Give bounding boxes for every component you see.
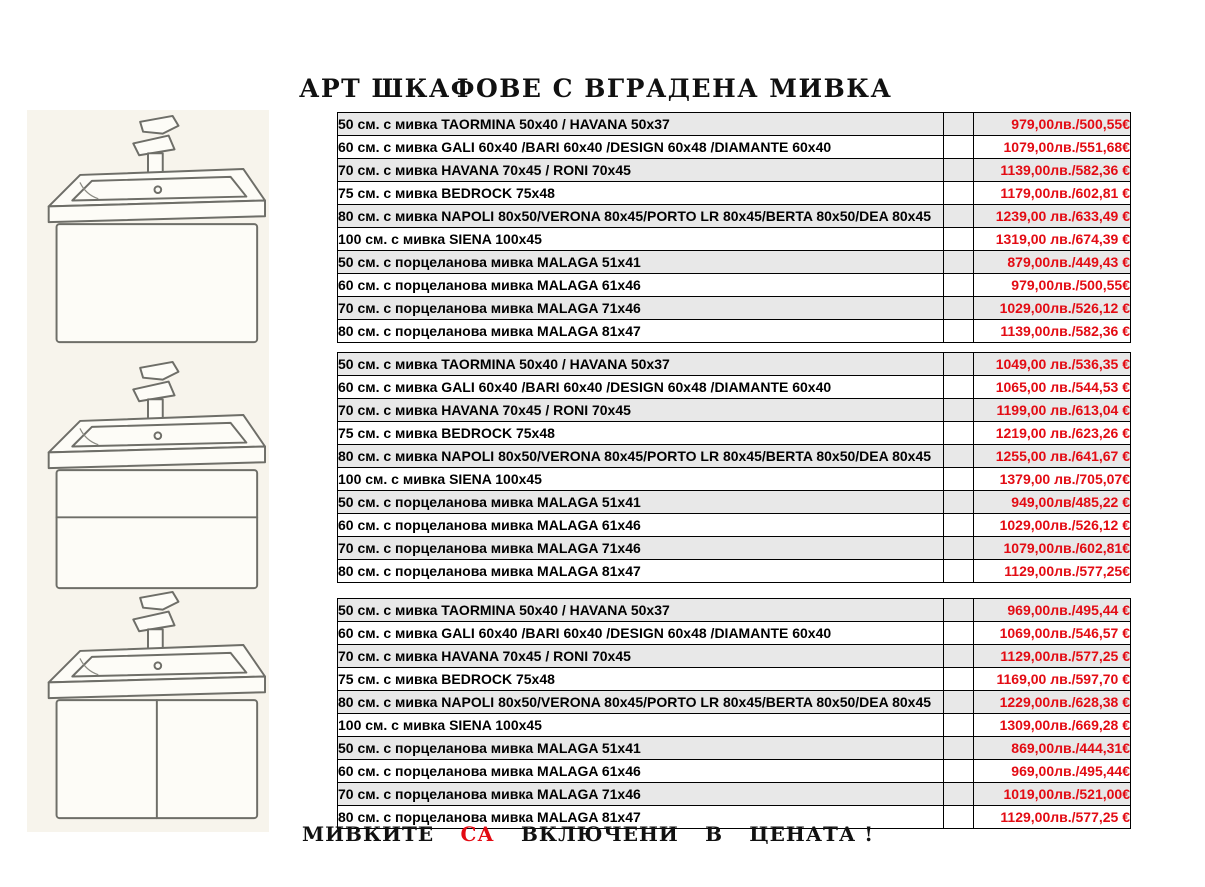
price-cell: 1319,00 лв./674,39 €	[974, 228, 1131, 251]
spacer-cell	[944, 136, 974, 159]
spacer-cell	[944, 376, 974, 399]
spacer-cell	[944, 274, 974, 297]
table-row	[338, 297, 1131, 320]
price-cell: 1139,00лв./582,36 €	[974, 159, 1131, 182]
table-row	[338, 622, 1131, 645]
spacer-cell	[944, 297, 974, 320]
table-row	[338, 760, 1131, 783]
price-cell: 1129,00лв./577,25 €	[974, 645, 1131, 668]
table-row	[338, 113, 1131, 136]
price-cell: 1065,00 лв./544,53 €	[974, 376, 1131, 399]
spacer-cell	[944, 714, 974, 737]
page-title: АРТ ШКАФОВЕ С ВГРАДЕНА МИВКА	[299, 74, 893, 103]
price-cell: 1169,00 лв./597,70 €	[974, 668, 1131, 691]
sink-cabinet-icon	[27, 358, 269, 594]
product-description-cell: 60 см. с мивка GALI 60x40 /BARI 60x40 /DESIGN 60x48 /DIAMANTE 60x40	[338, 376, 944, 399]
product-description-cell: 70 см. с мивка HAVANA 70x45 / RONI 70x45	[338, 159, 944, 182]
spacer-cell	[944, 228, 974, 251]
sink-cabinet-single-front-illustration	[27, 112, 269, 348]
product-description-cell: 80 см. с мивка NAPOLI 80x50/VERONA 80x45/PORTO LR 80x45/BERTA 80x50/DEA 80x45	[338, 205, 944, 228]
footer-word: ВКЛЮЧЕНИ	[520, 822, 679, 846]
product-description-cell: 70 см. с мивка HAVANA 70x45 / RONI 70x45	[338, 399, 944, 422]
spacer-cell	[944, 645, 974, 668]
table-row	[338, 182, 1131, 205]
spacer-cell	[944, 599, 974, 622]
product-description-cell: 70 см. с порцеланова мивка MALAGA 71x46	[338, 297, 944, 320]
table-row	[338, 445, 1131, 468]
spacer-cell	[944, 737, 974, 760]
price-cell: 969,00лв./495,44 €	[974, 599, 1131, 622]
product-description-cell: 80 см. с порцеланова мивка MALAGA 81x47	[338, 560, 944, 583]
spacer-cell	[944, 159, 974, 182]
product-description-cell: 60 см. с порцеланова мивка MALAGA 61x46	[338, 760, 944, 783]
product-description-cell: 60 см. с мивка GALI 60x40 /BARI 60x40 /DESIGN 60x48 /DIAMANTE 60x40	[338, 136, 944, 159]
product-description-cell: 80 см. с мивка NAPOLI 80x50/VERONA 80x45/PORTO LR 80x45/BERTA 80x50/DEA 80x45	[338, 445, 944, 468]
product-description-cell: 50 см. с порцеланова мивка MALAGA 51x41	[338, 737, 944, 760]
table-row	[338, 274, 1131, 297]
product-description-cell: 100 см. с мивка SIENA 100x45	[338, 468, 944, 491]
table-row	[338, 491, 1131, 514]
product-description-cell: 100 см. с мивка SIENA 100x45	[338, 714, 944, 737]
product-description-cell: 70 см. с порцеланова мивка MALAGA 71x46	[338, 783, 944, 806]
price-cell: 949,00лв/485,22 €	[974, 491, 1131, 514]
sink-cabinet-two-doors-illustration	[27, 588, 269, 824]
price-cell: 1199,00 лв./613,04 €	[974, 399, 1131, 422]
table-row	[338, 560, 1131, 583]
table-row	[338, 468, 1131, 491]
footer-word-highlighted: СА	[460, 822, 495, 846]
product-description-cell: 100 см. с мивка SIENA 100x45	[338, 228, 944, 251]
price-cell: 1129,00лв./577,25€	[974, 560, 1131, 583]
spacer-cell	[944, 422, 974, 445]
table-row	[338, 251, 1131, 274]
spacer-cell	[944, 353, 974, 376]
spacer-cell	[944, 668, 974, 691]
spacer-cell	[944, 445, 974, 468]
spacer-cell	[944, 399, 974, 422]
table-row	[338, 645, 1131, 668]
price-cell: 1129,00лв./577,25 €	[974, 806, 1131, 829]
table-row	[338, 422, 1131, 445]
table-row	[338, 399, 1131, 422]
price-cell: 1309,00лв./669,28 €	[974, 714, 1131, 737]
product-description-cell: 50 см. с порцеланова мивка MALAGA 51x41	[338, 491, 944, 514]
product-description-cell: 80 см. с порцеланова мивка MALAGA 81x47	[338, 320, 944, 343]
table-row	[338, 714, 1131, 737]
footer-word: В	[705, 822, 723, 846]
price-cell: 1049,00 лв./536,35 €	[974, 353, 1131, 376]
table-row	[338, 737, 1131, 760]
product-description-cell: 60 см. с мивка GALI 60x40 /BARI 60x40 /DESIGN 60x48 /DIAMANTE 60x40	[338, 622, 944, 645]
product-description-cell: 60 см. с порцеланова мивка MALAGA 61x46	[338, 514, 944, 537]
product-description-cell: 60 см. с порцеланова мивка MALAGA 61x46	[338, 274, 944, 297]
product-description-cell: 80 см. с мивка NAPOLI 80x50/VERONA 80x45/PORTO LR 80x45/BERTA 80x50/DEA 80x45	[338, 691, 944, 714]
price-cell: 1079,00лв./551,68€	[974, 136, 1131, 159]
table-row	[338, 537, 1131, 560]
spacer-cell	[944, 182, 974, 205]
price-cell: 1139,00лв./582,36 €	[974, 320, 1131, 343]
table-row	[338, 136, 1131, 159]
spacer-cell	[944, 251, 974, 274]
product-description-cell: 50 см. с мивка TAORMINA 50x40 / HAVANA 50x37	[338, 599, 944, 622]
spacer-cell	[944, 320, 974, 343]
spacer-cell	[944, 691, 974, 714]
price-cell: 869,00лв./444,31€	[974, 737, 1131, 760]
spacer-cell	[944, 537, 974, 560]
price-cell: 1079,00лв./602,81€	[974, 537, 1131, 560]
product-description-cell: 75 см. с мивка BEDROCK 75x48	[338, 668, 944, 691]
sink-cabinet-icon	[27, 112, 269, 348]
spacer-cell	[944, 205, 974, 228]
spacer-cell	[944, 491, 974, 514]
table-row	[338, 159, 1131, 182]
price-cell: 969,00лв./495,44€	[974, 760, 1131, 783]
spacer-cell	[944, 622, 974, 645]
price-cell: 1019,00лв./521,00€	[974, 783, 1131, 806]
spacer-cell	[944, 113, 974, 136]
table-row	[338, 320, 1131, 343]
spacer-cell	[944, 514, 974, 537]
price-table-2	[337, 352, 1131, 583]
table-row	[338, 599, 1131, 622]
sink-cabinet-two-drawers-illustration	[27, 358, 269, 594]
table-row	[338, 228, 1131, 251]
product-description-cell: 50 см. с порцеланова мивка MALAGA 51x41	[338, 251, 944, 274]
spacer-cell	[944, 806, 974, 829]
price-cell: 1179,00лв./602,81 €	[974, 182, 1131, 205]
table-row	[338, 691, 1131, 714]
product-description-cell: 70 см. с мивка HAVANA 70x45 / RONI 70x45	[338, 645, 944, 668]
price-cell: 979,00лв./500,55€	[974, 274, 1131, 297]
spacer-cell	[944, 468, 974, 491]
footer-word: ЦЕНАТА !	[749, 822, 874, 846]
footer-note	[302, 822, 874, 846]
price-cell: 1255,00 лв./641,67 €	[974, 445, 1131, 468]
price-cell: 1069,00лв./546,57 €	[974, 622, 1131, 645]
price-cell: 1229,00лв./628,38 €	[974, 691, 1131, 714]
price-table-1	[337, 112, 1131, 343]
spacer-cell	[944, 783, 974, 806]
table-row	[338, 668, 1131, 691]
sink-cabinet-icon	[27, 588, 269, 824]
table-row	[338, 514, 1131, 537]
price-cell: 979,00лв./500,55€	[974, 113, 1131, 136]
price-cell: 1219,00 лв./623,26 €	[974, 422, 1131, 445]
product-description-cell: 50 см. с мивка TAORMINA 50x40 / HAVANA 50x37	[338, 113, 944, 136]
table-row	[338, 353, 1131, 376]
table-row	[338, 376, 1131, 399]
footer-word: МИВКИТЕ	[302, 822, 435, 846]
price-cell: 1029,00лв./526,12 €	[974, 297, 1131, 320]
product-description-cell: 75 см. с мивка BEDROCK 75x48	[338, 182, 944, 205]
table-row	[338, 783, 1131, 806]
cabinet-illustration-panel	[27, 110, 269, 832]
spacer-cell	[944, 760, 974, 783]
price-cell: 879,00лв./449,43 €	[974, 251, 1131, 274]
product-description-cell: 75 см. с мивка BEDROCK 75x48	[338, 422, 944, 445]
product-description-cell: 70 см. с порцеланова мивка MALAGA 71x46	[338, 537, 944, 560]
table-row	[338, 205, 1131, 228]
price-cell: 1029,00лв./526,12 €	[974, 514, 1131, 537]
product-description-cell: 50 см. с мивка TAORMINA 50x40 / HAVANA 50x37	[338, 353, 944, 376]
price-cell: 1379,00 лв./705,07€	[974, 468, 1131, 491]
spacer-cell	[944, 560, 974, 583]
price-table-3	[337, 598, 1131, 829]
price-cell: 1239,00 лв./633,49 €	[974, 205, 1131, 228]
product-description-cell: 80 см. с порцеланова мивка MALAGA 81x47	[338, 806, 944, 829]
